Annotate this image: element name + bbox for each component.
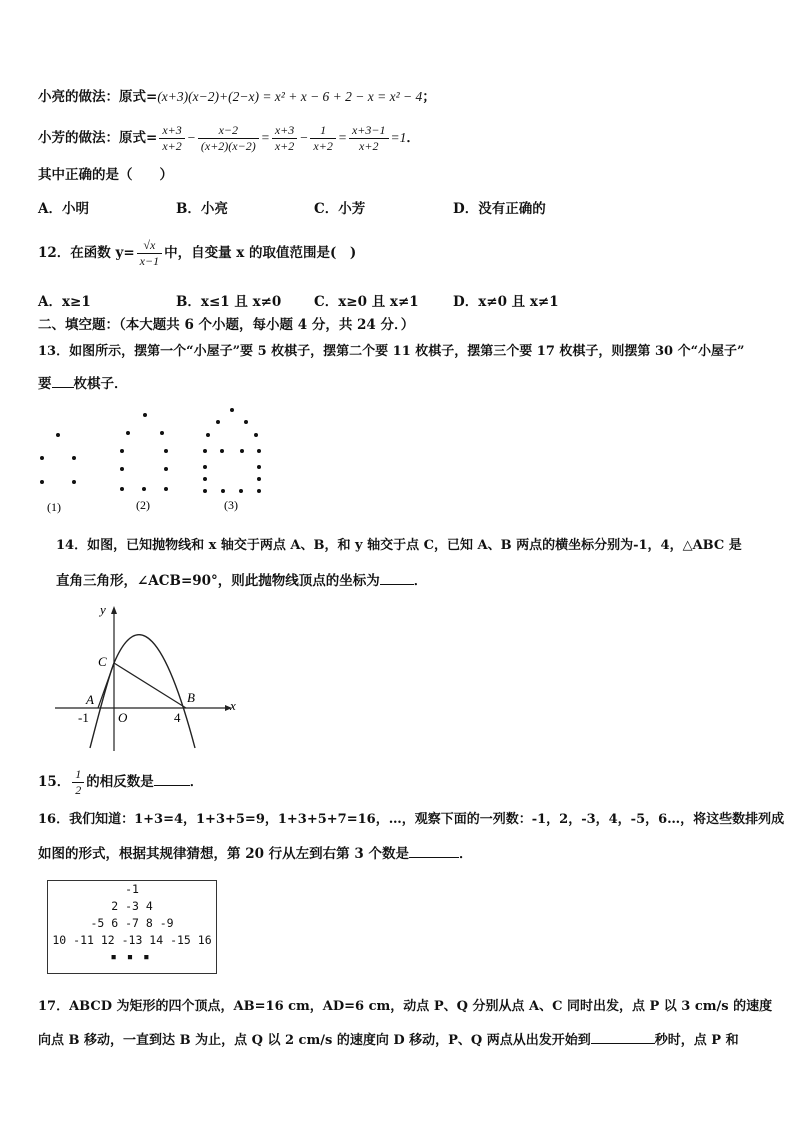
triangle-row-1: -1 xyxy=(125,882,139,896)
xiaofang-prefix: 小芳的做法：原式= xyxy=(38,130,158,146)
fraction-3 xyxy=(272,123,297,154)
label-minus-1: -1 xyxy=(78,710,89,725)
fraction-2-num: x−2 xyxy=(198,123,259,139)
q11-option-d: D．没有正确的 xyxy=(453,201,546,217)
q12-fraction-den: x−1 xyxy=(139,254,160,268)
q17-line-2b: 秒时，点 P 和 xyxy=(654,1033,739,1048)
fraction-1-num: x+3 xyxy=(159,123,184,139)
q13-line-2b: 枚棋子． xyxy=(73,376,128,392)
fraction-1 xyxy=(159,123,184,154)
q14-parabola-graph xyxy=(50,598,260,753)
q11-option-c: C．小芳 xyxy=(314,201,366,217)
q15-question xyxy=(38,762,203,802)
label-b: B xyxy=(187,690,195,705)
q15-end: ． xyxy=(189,774,204,790)
q15-fraction xyxy=(72,767,84,798)
fraction-5 xyxy=(349,123,389,154)
q12-suffix: 中，自变量 x 的取值范围是( ) xyxy=(164,245,357,261)
q12-option-d: D．x≠0 且 x≠1 xyxy=(453,294,559,310)
xiaofang-line: 小芳的做法：原式= $\frac{x+3}{x+2}$ − $\frac{x-2}{(x+2)(x-2)}$ = $\frac{x+3}{x+2}$ − $\frac{1}{x+2}$ = $\frac{x+3-1}{x+2}$ =1． xyxy=(38,123,420,153)
xiaoliang-line xyxy=(38,87,436,107)
q17-line-2a: 向点 B 移动，一直到达 B 为止，点 Q 以 2 cm/s 的速度向 D 移动，P、Q 两点从出发开始到 xyxy=(38,1033,591,1048)
q15-fraction-den: 2 xyxy=(75,783,82,797)
q17-answer-blank[interactable] xyxy=(591,1029,655,1044)
triangle-row-2: 2 -3 4 xyxy=(111,899,153,913)
q12-question xyxy=(38,234,356,272)
q14-answer-blank[interactable] xyxy=(380,570,414,585)
triangle-row-3: -5 6 -7 8 -9 xyxy=(90,916,174,930)
xiaofang-tail: =1 xyxy=(390,130,407,145)
q14-line-2b: ． xyxy=(413,573,428,589)
q15-suffix: 的相反数是 xyxy=(86,774,154,790)
label-a: A xyxy=(86,692,94,707)
q11-option-a: A．小明 xyxy=(38,201,89,217)
q13-answer-blank[interactable] xyxy=(52,373,74,388)
fraction-5-den: x+2 xyxy=(359,139,379,153)
fraction-4-den: x+2 xyxy=(313,139,333,153)
fraction-3-den: x+2 xyxy=(274,139,295,153)
label-y: y xyxy=(100,602,106,617)
q12-prefix: 12．在函数 y= xyxy=(38,245,135,261)
q16-answer-blank[interactable] xyxy=(409,843,459,858)
q13-line-2 xyxy=(38,373,128,394)
fraction-2 xyxy=(198,123,259,154)
q12-option-b: B．x≤1 且 x≠0 xyxy=(176,294,282,310)
q12-option-a: A．x≥1 xyxy=(38,294,91,310)
q13-line-1: 13．如图所示，摆第一个“小屋子”要 5 枚棋子，摆第二个要 11 枚棋子，摆第三个要 17 枚棋子，则摆第 30 个“小屋子” xyxy=(38,344,745,359)
q12-option-c: C．x≥0 且 x≠1 xyxy=(314,294,419,310)
q15-answer-blank[interactable] xyxy=(154,771,190,786)
fraction-4 xyxy=(310,123,335,154)
q12-fraction xyxy=(137,238,162,269)
xiaoliang-prefix: 小亮的做法：原式= xyxy=(38,89,158,105)
section-2-heading: 二、填空题：（本大题共 6 个小题，每小题 4 分，共 24 分．） xyxy=(38,317,415,333)
xiaoliang-expression: (x+3)(x−2)+(2−x) = x² + x − 6 + 2 − x = x² − 4 xyxy=(157,89,423,104)
q16-line-2b: ． xyxy=(458,846,473,862)
q16-number-triangle xyxy=(47,880,217,974)
q11-question: 其中正确的是（ ） xyxy=(38,167,173,183)
triangle-row-4: 10 -11 12 -13 14 -15 16 xyxy=(52,933,212,947)
xiaoliang-suffix: ； xyxy=(422,89,436,105)
xiaofang-suffix: ． xyxy=(406,130,420,146)
house-label-3: (3) xyxy=(224,498,238,512)
q13-houses-figure xyxy=(30,405,290,515)
q11-option-b: B．小亮 xyxy=(176,201,228,217)
triangle-row-ellipsis: ■ ■ ■ xyxy=(111,953,153,961)
q15-prefix: 15． xyxy=(38,774,71,790)
q14-line-2 xyxy=(56,570,427,591)
label-origin: O xyxy=(118,710,128,725)
q16-line-1: 16．我们知道：1+3=4，1+3+5=9，1+3+5+7=16，…，观察下面的一列数：-1，2，-3，4，-5，6…，将这些数排列成 xyxy=(38,812,785,827)
fraction-1-den: x+2 xyxy=(162,139,182,153)
q17-line-2 xyxy=(38,1029,739,1051)
label-c: C xyxy=(98,654,107,669)
q17-line-1: 17．ABCD 为矩形的四个顶点，AB=16 cm，AD=6 cm，动点 P、Q 分别从点 A、C 同时出发，点 P 以 3 cm/s 的速度 xyxy=(38,999,773,1014)
q16-line-2a: 如图的形式，根据其规律猜想，第 20 行从左到右第 3 个数是 xyxy=(38,846,409,862)
q13-line-2a: 要 xyxy=(38,376,52,392)
q15-fraction-num: 1 xyxy=(72,767,84,783)
q16-line-2 xyxy=(38,843,472,864)
fraction-2-den: (x+2)(x−2) xyxy=(200,139,256,153)
q14-line-1: 14．如图，已知抛物线和 x 轴交于两点 A、B，和 y 轴交于点 C，已知 A、B 两点的横坐标分别为-1，4，△ABC 是 xyxy=(56,538,742,553)
fraction-4-num: 1 xyxy=(310,123,335,139)
label-x: x xyxy=(230,698,236,713)
fraction-5-num: x+3−1 xyxy=(349,123,389,139)
house-label-1: (1) xyxy=(47,500,61,514)
label-4: 4 xyxy=(174,710,181,725)
q12-fraction-num: √x xyxy=(137,238,162,254)
fraction-3-num: x+3 xyxy=(272,123,297,139)
q14-line-2a: 直角三角形，∠ACB=90°，则此抛物线顶点的坐标为 xyxy=(56,573,380,589)
house-label-2: (2) xyxy=(136,498,150,512)
